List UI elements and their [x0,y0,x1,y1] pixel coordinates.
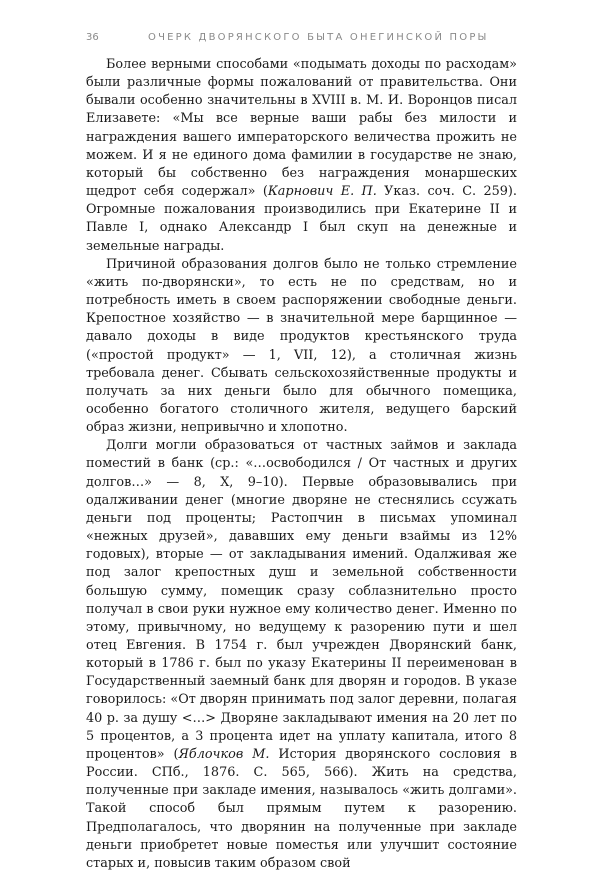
citation-author: Карнович Е. П. [267,184,377,200]
paragraph-text: Причиной образования долгов было не только стремление «жить по-дворянски», то есть не по средствам, но и потребность иметь в своем распоряжении свободные деньги. Крепостное хозяйство — в значительной мере барщинное — давало доходы в виде продуктов крестьянского труда («простой продукт» — 1, VII, 12), а столичная жизнь требовала денег. Сбывать сельскохозяйственные продукты и получать за них деньги было для обычного помещика, особенно богатого столичного жителя, ведущего барский образ жизни, непривычно и хлопотно. [86,256,517,436]
page-number: 36 [86,32,99,43]
body-text [86,56,517,873]
citation-author: Яблочков М. [178,746,270,762]
running-head [86,32,514,43]
paragraph-3 [86,437,517,873]
paragraph-text: Долги могли образоваться от частных займов и заклада поместий в банк (ср.: «…освободился / От частных и других долгов…» — 8, X, 9–10). Первые образовывались при одалживании денег (многие дворяне не стеснялись ссужать деньги под проценты; Растопчин в письмах упоминал «нежных друзей», дававших ему деньги взаймы из 12% годовых), вторые — от закладывания имений. Одалживая же под залог крепостных душ и земельной собственности большую сумму, помещик сразу соблазнительно просто получал в свои руки нужное ему количество денег. Именно по этому, привычному, но ведущему к разорению пути и шел отец Евгения. В 1754 г. был учрежден Дворянский банк, который в 1786 г. был по указу Екатерины II переименован в Государственный заемный банк для дворян и городов. В указе говорилось: «От дворян принимать под залог деревни, полагая 40 р. за душу <…> Дворяне закладывают имения на 20 лет по 5 процентов, а 3 процента идет на уплату капитала, итого 8 процентов» ( [86,438,517,762]
paragraph-1 [86,56,517,256]
paragraph-text: История дворянского сословия в России. СПб., 1876. С. 565, 566). Жить на средства, полученные при закладе имения, называлось «жить долгами». Такой способ был прямым путем к разорению. Предполагалось, что дворянин на полученные при закладе деньги приобретет новые поместья или улучшит состояние старых и, повысив таким образом свой [86,746,517,871]
running-title: ОЧЕРК ДВОРЯНСКОГО БЫТА ОНЕГИНСКОЙ ПОРЫ [148,32,489,43]
paragraph-text: Указ. соч. С. 259). Огромные пожалования производились при Екатерине II и Павле I, однако Александр I был скуп на денежные и земельные награды. [86,184,517,254]
paragraph-text: Более верными способами «подымать доходы по расходам» были различные формы пожалований от правительства. Они бывали особенно значительны в XVIII в. М. И. Воронцов писал Елизавете: «Мы все верные ваши рабы без милости и награждения вашего императорского величества прожить не можем. И я не единого дома фамилии в государстве не знаю, который бы собственно без награждения монаршеских щедрот себя содержал» ( [86,57,517,200]
paragraph-2 [86,256,517,438]
